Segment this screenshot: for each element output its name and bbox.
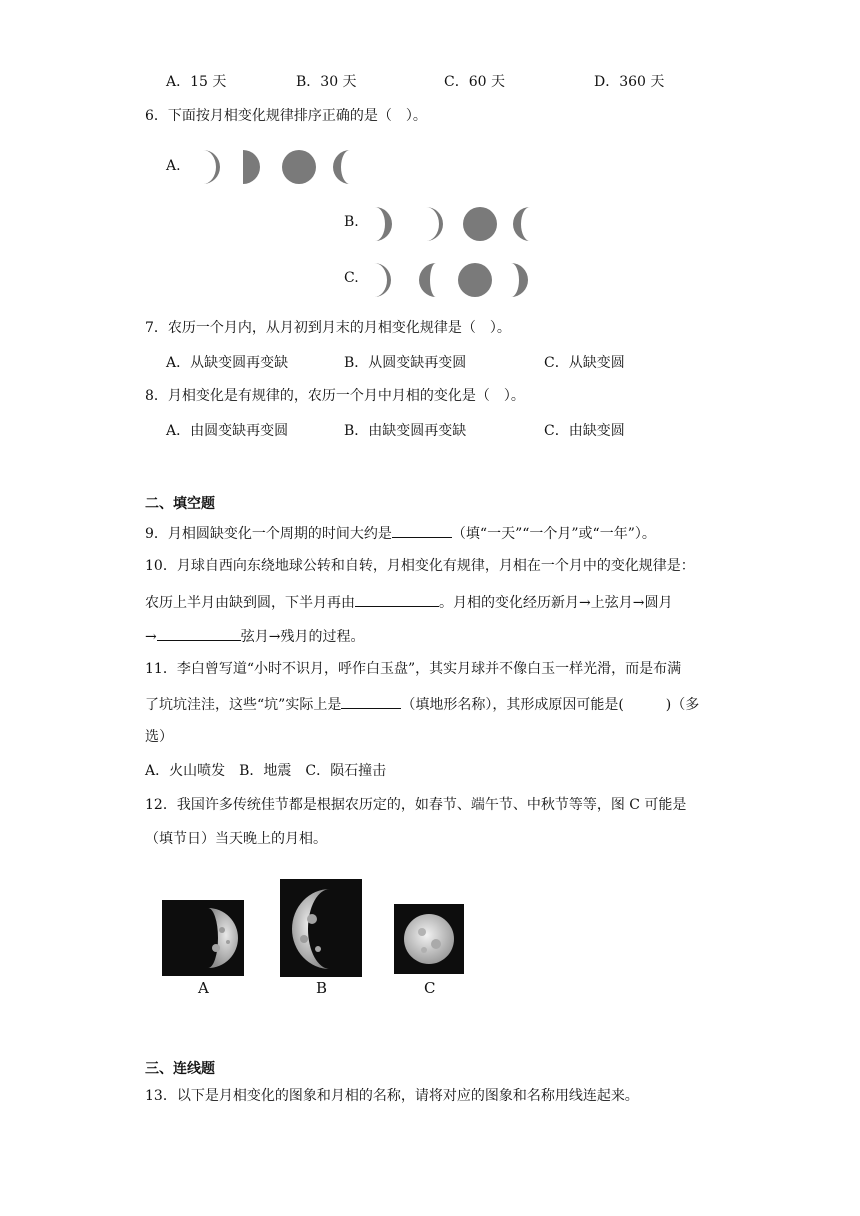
q7-option-b: B．从圆变缺再变圆 bbox=[344, 355, 467, 371]
q11-text-after: （填地形名称），其形成原因可能是( )（多 bbox=[401, 697, 700, 713]
moon-photo-a-caption: A bbox=[198, 979, 209, 997]
q7-option-c: C．从缺变圆 bbox=[544, 355, 625, 371]
section-title-matching: 三、连线题 bbox=[145, 1061, 215, 1077]
q6-stem: 6．下面按月相变化规律排序正确的是（ ）。 bbox=[145, 108, 427, 124]
waning-half-moon-icon bbox=[508, 261, 534, 299]
q6-label-c: C. bbox=[344, 270, 359, 286]
q12-line-1: 12．我国许多传统佳节都是根据农历定的，如春节、端午节、中秋节等等，图 C 可能是 bbox=[145, 797, 687, 813]
waxing-half-moon-icon bbox=[510, 205, 536, 243]
q7-stem: 7．农历一个月内，从月初到月末的月相变化规律是（ ）。 bbox=[145, 320, 511, 336]
q9-answer-blank[interactable] bbox=[392, 522, 452, 538]
q6-label-b: B. bbox=[344, 214, 359, 230]
section-title-fill-in: 二、填空题 bbox=[145, 496, 215, 512]
q10-line-3 bbox=[145, 625, 364, 647]
waxing-crescent-icon bbox=[368, 261, 394, 299]
q8-stem: 8．月相变化是有规律的，农历一个月中月相的变化是（ ）。 bbox=[145, 388, 525, 404]
q5-option-d: D．360 天 bbox=[594, 74, 665, 90]
waxing-crescent-icon bbox=[420, 205, 446, 243]
q10-text-before: 农历上半月由缺到圆，下半月再由 bbox=[145, 595, 355, 611]
q11-line-2 bbox=[145, 693, 699, 715]
q11-line-3: 选） bbox=[145, 729, 173, 745]
waning-half-moon-icon bbox=[240, 148, 266, 186]
full-moon-icon bbox=[456, 261, 494, 299]
full-moon-icon bbox=[461, 205, 499, 243]
waxing-gibbous-moon-icon bbox=[280, 879, 362, 977]
q10-line-2 bbox=[145, 591, 672, 613]
q9-text-after: （填“一天”“一个月”或“一年”）。 bbox=[451, 526, 656, 542]
q5-option-a: A．15 天 bbox=[166, 74, 227, 90]
q13-stem: 13．以下是月相变化的图象和月相的名称，请将对应的图象和名称用线连起来。 bbox=[145, 1088, 639, 1104]
q5-option-b: B．30 天 bbox=[296, 74, 357, 90]
waxing-half-moon-icon bbox=[330, 148, 356, 186]
q11-options: A．火山喷发 B．地震 C．陨石撞击 bbox=[145, 763, 387, 779]
q10-text-after: 。月相的变化经历新月→上弦月→圆月 bbox=[439, 595, 673, 611]
moon-photo-a bbox=[162, 900, 244, 976]
full-moon-photo-icon bbox=[394, 904, 464, 974]
q9-text-before: 9．月相圆缺变化一个周期的时间大约是 bbox=[145, 526, 392, 542]
q8-option-c: C．由缺变圆 bbox=[544, 423, 625, 439]
q8-option-a: A．由圆变缺再变圆 bbox=[166, 423, 289, 439]
q8-option-b: B．由缺变圆再变缺 bbox=[344, 423, 467, 439]
q10-line-1: 10．月球自西向东绕地球公转和自转，月相变化有规律，月相在一个月中的变化规律是： bbox=[145, 558, 695, 574]
q11-answer-blank[interactable] bbox=[341, 693, 401, 709]
q7-option-a: A．从缺变圆再变缺 bbox=[166, 355, 289, 371]
full-moon-icon bbox=[280, 148, 318, 186]
q12-line-2: （填节日）当天晚上的月相。 bbox=[145, 831, 327, 847]
moon-photo-b-caption: B bbox=[316, 979, 328, 997]
moon-photo-c bbox=[394, 904, 464, 974]
q10-line-3-text: 弦月→残月的过程。 bbox=[240, 629, 365, 645]
waning-half-moon-icon bbox=[372, 205, 398, 243]
first-quarter-moon-icon bbox=[162, 900, 244, 976]
q10-answer-blank-1[interactable] bbox=[355, 591, 439, 607]
moon-photo-b bbox=[280, 879, 362, 977]
q9-line bbox=[145, 522, 656, 544]
waxing-gibbous-icon bbox=[412, 261, 442, 299]
q11-text-before: 了坑坑洼洼，这些“坑”实际上是 bbox=[145, 697, 342, 713]
q10-arrow: → bbox=[145, 629, 157, 645]
moon-photo-c-caption: C bbox=[424, 979, 436, 997]
q11-line-1: 11．李白曾写道“小时不识月，呼作白玉盘”，其实月球并不像白玉一样光滑，而是布满 bbox=[145, 661, 682, 677]
q6-label-a: A. bbox=[166, 158, 181, 174]
q10-answer-blank-2[interactable] bbox=[157, 625, 241, 641]
q5-option-c: C．60 天 bbox=[444, 74, 505, 90]
waxing-crescent-icon bbox=[196, 148, 222, 186]
